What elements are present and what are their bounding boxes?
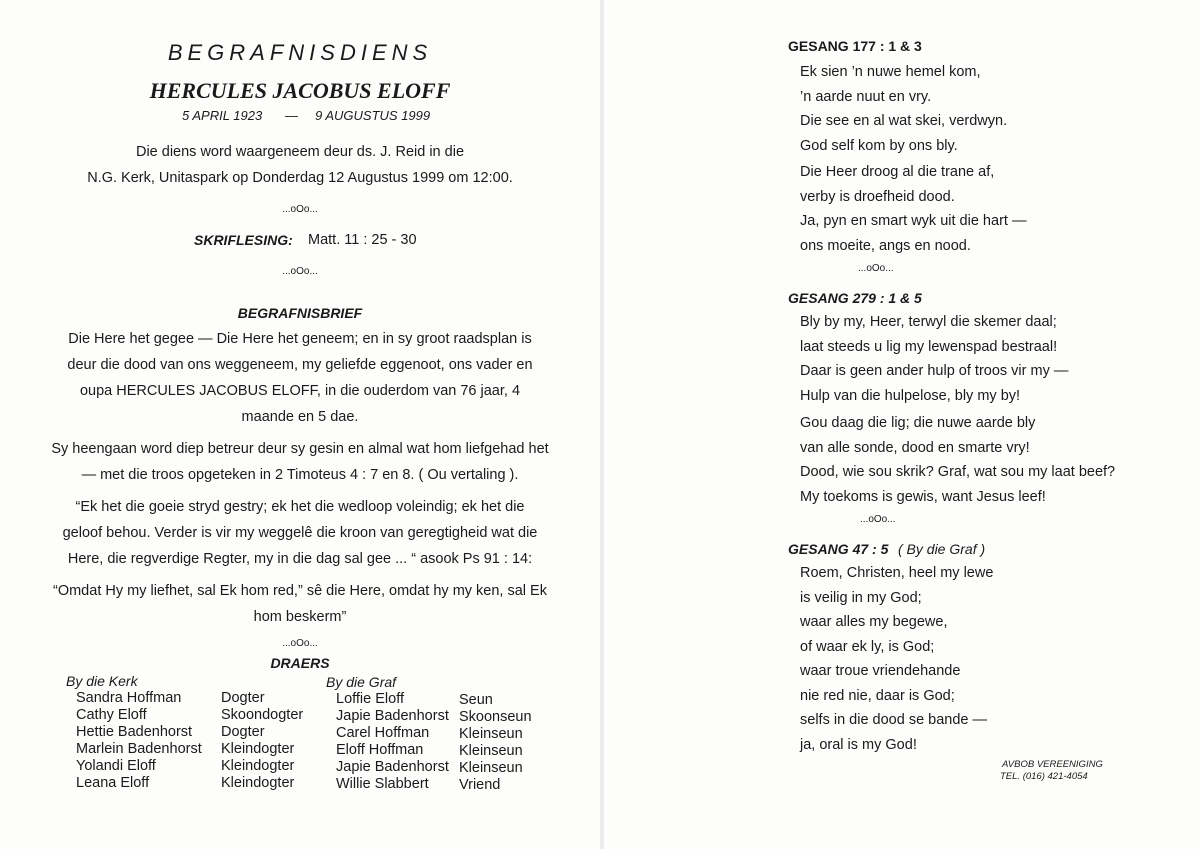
letter-heading: BEGRAFNISBRIEF (237, 305, 363, 321)
bearer-name: Hettie Badenhorst (76, 724, 193, 740)
bearer-relation: Dogter (221, 690, 265, 706)
letter-paragraph-4 (0, 578, 600, 630)
bearer-relation: Seun (459, 692, 493, 708)
separator: ...oOo... (282, 638, 318, 649)
bearer-relation: Dogter (221, 724, 265, 740)
text-line: geloof behou. Verder is vir my weggelê die kroon van geregtigheid wat die (62, 525, 538, 541)
hymn-line: van alle sonde, dood en smarte vry! (800, 439, 1030, 456)
text-line: Here, die regverdige Regter, my in die dag sal gee ... “ asook Ps 91 : 14: (67, 551, 533, 567)
bearer-relation: Kleindogter (221, 775, 295, 791)
letter-paragraph-1 (0, 326, 600, 430)
hymn-line: Ja, pyn en smart wyk uit die hart — (800, 213, 1027, 229)
footer-telephone: TEL. (016) 421-4054 (1000, 771, 1088, 782)
separator: ...oOo... (282, 204, 318, 215)
hymn-line: selfs in die dood se bande — (800, 712, 988, 728)
text-line: “Omdat Hy my liefhet, sal Ek hom red,” sê die Here, omdat hy my ken, sal Ek (53, 583, 547, 599)
hymn-line: Dood, wie sou skrik? Graf, wat sou my laat beef? (800, 464, 1116, 480)
grave-bearer-relations (459, 692, 532, 794)
bearer-name: Loffie Eloff (336, 691, 404, 707)
hymn-line: Gou daag die lig; die nuwe aarde bly (800, 415, 1036, 431)
bearer-relation: Vriend (459, 777, 501, 793)
hymn-line: Daar is geen ander hulp of troos vir my — (800, 363, 1069, 379)
hymn-line: Bly by my, Heer, terwyl die skemer daal; (800, 314, 1057, 330)
bearer-relation: Kleinseun (459, 760, 523, 776)
hymn-line: Roem, Christen, heel my lewe (800, 565, 994, 581)
hymn-line: of waar ek ly, is God; (800, 638, 935, 655)
bearer-relation: Skoondogter (221, 707, 304, 723)
bearer-name: Cathy Eloff (76, 707, 147, 723)
bearer-name: Willie Slabbert (336, 776, 429, 792)
scripture-reference: Matt. 11 : 25 - 30 (308, 232, 417, 248)
service-line-2: N.G. Kerk, Unitaspark op Donderdag 12 Augustus 1999 om 12:00. (87, 170, 513, 186)
programme-title: BEGRAFNISDIENS (167, 40, 433, 65)
bearer-name: Eloff Hoffman (336, 742, 424, 758)
hymn-3-verse (800, 561, 993, 757)
scripture-label: SKRIFLESING: (194, 232, 293, 248)
hymn-2-title: GESANG 279 : 1 & 5 (788, 290, 922, 306)
hymn-line: Die see en al wat skei, verdwyn. (800, 113, 1008, 129)
hymn-line: ons moeite, angs en nood. (800, 237, 971, 254)
hymn-line: waar troue vriendehande (800, 663, 961, 679)
text-line: maande en 5 dae. (241, 409, 359, 425)
bearer-name: Japie Badenhorst (336, 708, 449, 724)
bearer-relation: Kleinseun (459, 726, 523, 742)
text-line: “Ek het die goeie stryd gestry; ek het die wedloop voleindig; ek het die (75, 499, 525, 515)
text-line: — met die troos opgeteken in 2 Timoteus 4 : 7 en 8. ( Ou vertaling ). (81, 467, 519, 483)
text-line: Die Here het gegee — Die Here het geneem; en in sy groot raadsplan is (68, 331, 532, 347)
hymn-line: verby is droefheid dood. (800, 188, 955, 205)
birth-date: 5 APRIL 1923 (182, 108, 263, 123)
letter-paragraph-2 (0, 436, 600, 488)
hymn-1-title: GESANG 177 : 1 & 3 (788, 38, 922, 54)
text-line: Sy heengaan word diep betreur deur sy gesin en almal wat hom liefgehad het (51, 441, 549, 457)
bearer-relation: Kleindogter (221, 741, 295, 757)
bearer-name: Japie Badenhorst (336, 759, 449, 775)
hymn-1-verse-2 (800, 160, 1026, 258)
bearer-name: Sandra Hoffman (76, 690, 182, 706)
bearer-relation: Skoonseun (459, 709, 532, 725)
grave-bearer-names (336, 691, 449, 793)
separator: ...oOo... (858, 263, 894, 274)
text-line: oupa HERCULES JACOBUS ELOFF, in die ouderdom van 76 jaar, 4 (79, 383, 521, 399)
hymn-line: is veilig in my God; (800, 589, 922, 606)
service-line-1: Die diens word waargeneem deur ds. J. Reid in die (135, 144, 465, 160)
hymn-line: God self kom by ons bly. (800, 137, 958, 154)
bearer-relation: Kleindogter (221, 758, 295, 774)
hymn-2-verse-1 (800, 310, 1068, 408)
hymn-1-verse-1 (800, 60, 1007, 158)
grave-bearers-label: By die Graf (326, 674, 397, 690)
text-line: deur die dood van ons weggeneem, my geliefde eggenoot, ons vader en (67, 357, 533, 373)
hymn-line: ’n aarde nuut en vry. (800, 88, 932, 105)
bearer-name: Yolandi Eloff (76, 758, 156, 774)
bearer-name: Carel Hoffman (336, 725, 430, 741)
hymn-3-title: GESANG 47 : 5 (788, 541, 889, 557)
bearer-name: Marlein Badenhorst (76, 741, 202, 757)
text-line: hom beskerm” (253, 609, 347, 625)
hymn-line: My toekoms is gewis, want Jesus leef! (800, 488, 1046, 505)
hymn-line: waar alles my begewe, (800, 614, 948, 630)
death-date: 9 AUGUSTUS 1999 (315, 108, 431, 123)
bearer-relation: Kleinseun (459, 743, 523, 759)
date-dash: — (285, 108, 298, 123)
bearer-name: Leana Eloff (76, 775, 150, 791)
letter-paragraph-3 (0, 494, 600, 572)
separator: ...oOo... (282, 266, 318, 277)
hymn-line: Ek sien ’n nuwe hemel kom, (800, 64, 981, 80)
footer-organisation: AVBOB VEREENIGING (1002, 759, 1103, 770)
hymn-line: laat steeds u lig my lewenspad bestraal! (800, 338, 1058, 355)
hymn-line: ja, oral is my God! (800, 736, 917, 753)
bearers-heading: DRAERS (270, 655, 330, 671)
hymn-line: Die Heer droog al die trane af, (800, 164, 995, 180)
hymn-3-note: ( By die Graf ) (898, 541, 986, 557)
separator: ...oOo... (860, 514, 896, 525)
church-bearer-relations (221, 690, 303, 792)
hymn-line: Hulp van die hulpelose, bly my by! (800, 387, 1021, 404)
church-bearer-names (76, 690, 202, 792)
hymn-line: nie red nie, daar is God; (800, 687, 955, 704)
right-page (604, 0, 1200, 849)
church-bearers-label: By die Kerk (66, 673, 138, 689)
deceased-name: HERCULES JACOBUS ELOFF (149, 78, 451, 103)
hymn-2-verse-2 (800, 411, 1115, 509)
